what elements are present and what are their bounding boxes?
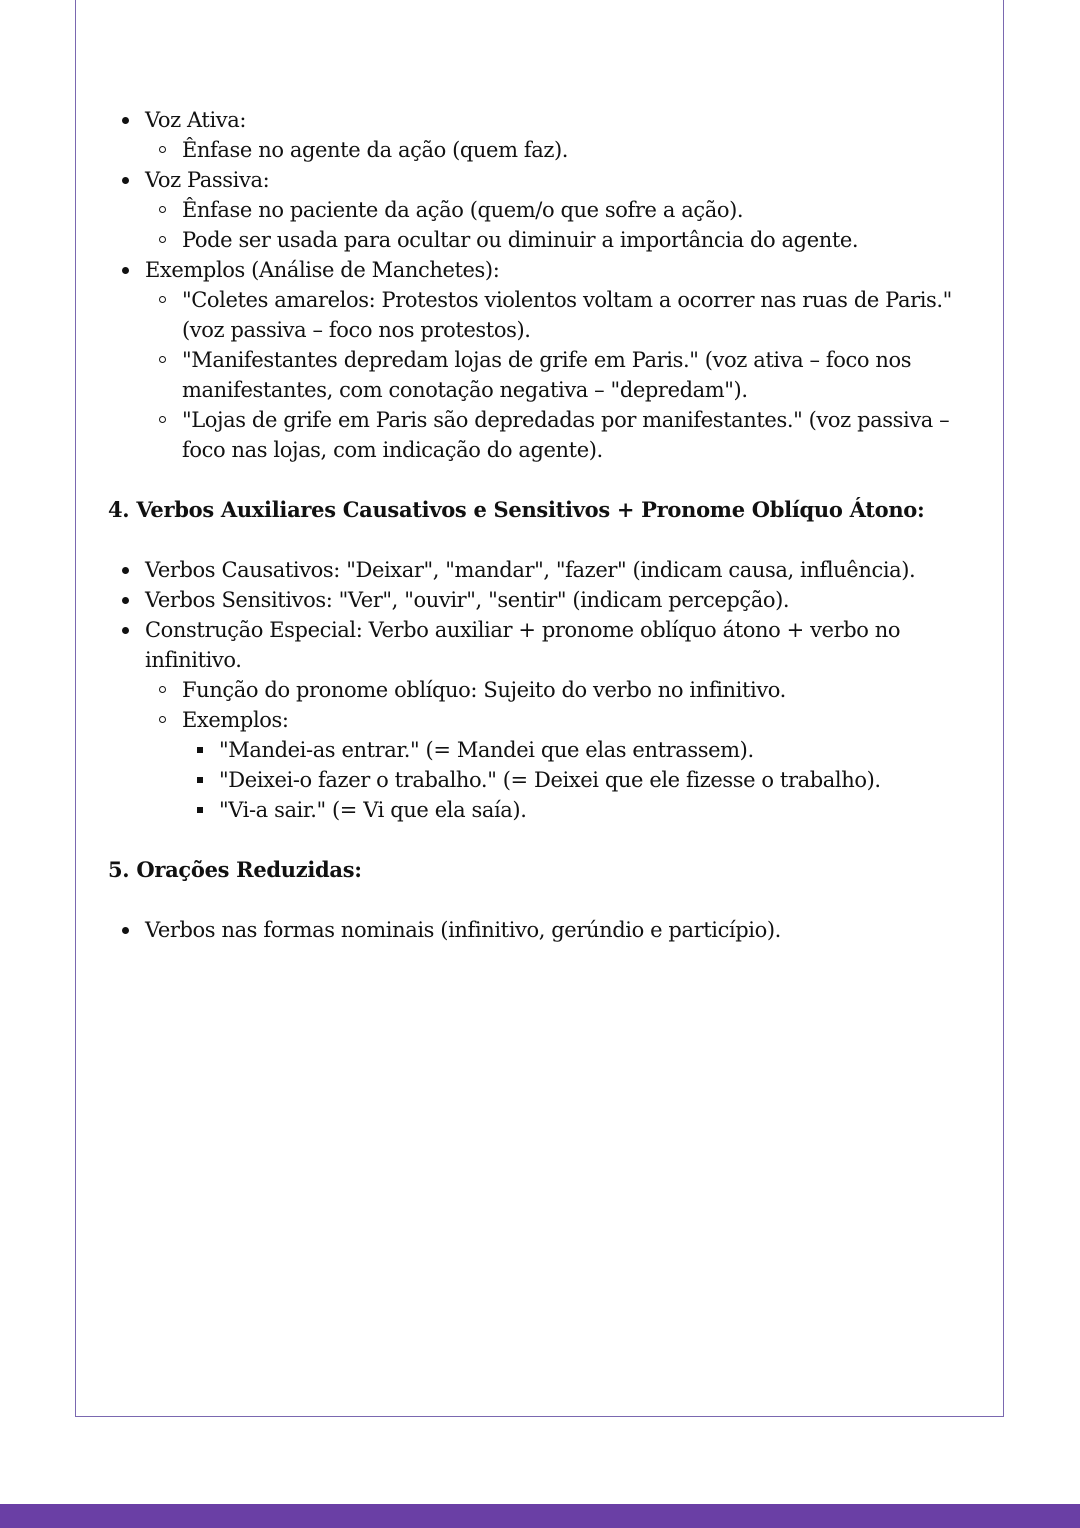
list-item-exemplos (145, 705, 978, 825)
section4-heading: 4. Verbos Auxiliares Causativos e Sensitivos + Pronome Oblíquo Átono: (108, 497, 925, 522)
list-item: "Lojas de grife em Paris são depredadas por manifestantes." (voz passiva – foco nas lojas, com indicação do agente). (145, 405, 978, 465)
list-item-exemplos-manchetes (108, 255, 978, 465)
list-item: "Manifestantes depredam lojas de grife em Paris." (voz ativa – foco nos manifestantes, com conotação negativa – "depredam"). (145, 345, 978, 405)
list-item-construcao-especial (108, 615, 978, 825)
voz-passiva-label: Voz Passiva: (145, 168, 270, 192)
list-item: "Mandei-as entrar." (= Mandei que elas entrassem). (182, 735, 978, 765)
voz-ativa-label: Voz Ativa: (145, 108, 247, 132)
exemplos-label: Exemplos: (182, 708, 289, 732)
section5-list (108, 915, 978, 945)
list-item-voz-passiva (108, 165, 978, 255)
section5-heading: 5. Orações Reduzidas: (108, 857, 362, 882)
list-item: Verbos Causativos: "Deixar", "mandar", "fazer" (indicam causa, influência). (108, 555, 978, 585)
list-item: Função do pronome oblíquo: Sujeito do verbo no infinitivo. (145, 675, 978, 705)
document-content (108, 105, 978, 945)
exemplos-manchetes-label: Exemplos (Análise de Manchetes): (145, 258, 500, 282)
construcao-especial-label: Construção Especial: Verbo auxiliar + pronome oblíquo átono + verbo no infinitivo. (145, 618, 901, 672)
list-item: Ênfase no paciente da ação (quem/o que sofre a ação). (145, 195, 978, 225)
list-item: Pode ser usada para ocultar ou diminuir a importância do agente. (145, 225, 978, 255)
list-item: Verbos Sensitivos: "Ver", "ouvir", "sentir" (indicam percepção). (108, 585, 978, 615)
list-item: Ênfase no agente da ação (quem faz). (145, 135, 978, 165)
list-item-voz-ativa (108, 105, 978, 165)
list-item: "Coletes amarelos: Protestos violentos voltam a ocorrer nas ruas de Paris." (voz passiva – foco nos protestos). (145, 285, 978, 345)
section4-list (108, 555, 978, 825)
list-item: "Deixei-o fazer o trabalho." (= Deixei que ele fizesse o trabalho). (182, 765, 978, 795)
list-item: Verbos nas formas nominais (infinitivo, gerúndio e particípio). (108, 915, 978, 945)
section3-list (108, 105, 978, 465)
footer-bar (0, 1504, 1080, 1528)
list-item: "Vi-a sair." (= Vi que ela saía). (182, 795, 978, 825)
